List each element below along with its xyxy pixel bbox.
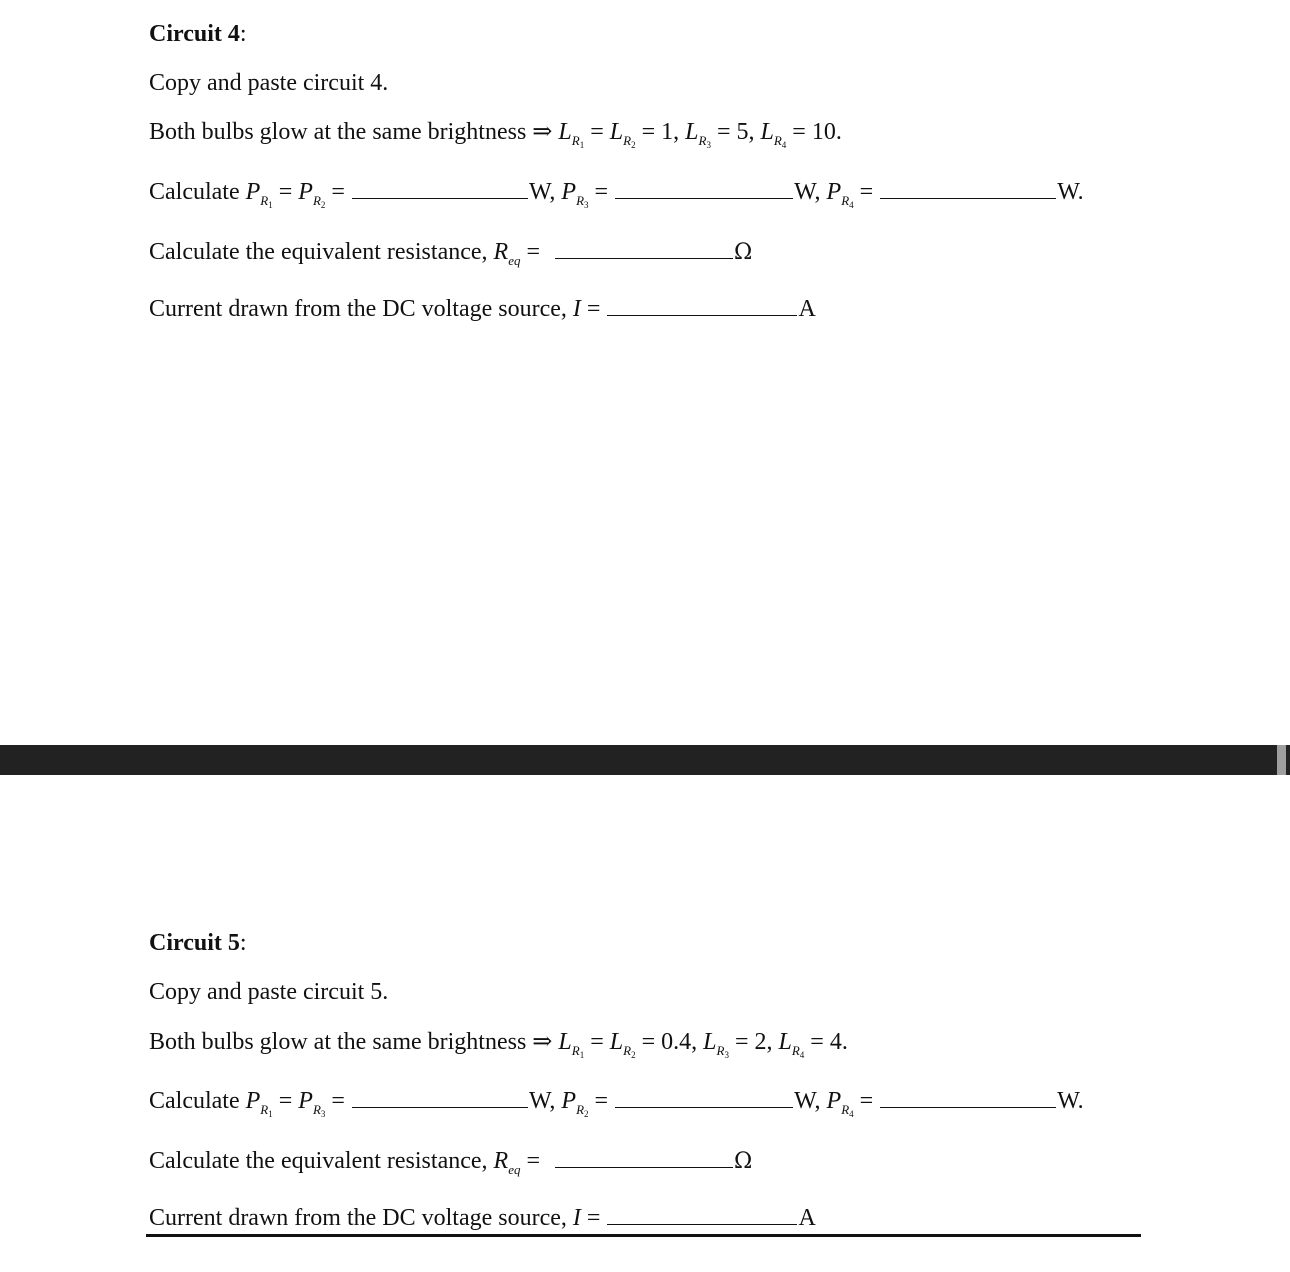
page-break-divider [0,745,1290,775]
unit-watt: W, [528,179,562,205]
subscript: 2 [320,200,326,210]
equals-sign: = [580,296,607,322]
circuit-5-instruction: Copy and paste circuit 5. [149,979,389,1005]
symbol-l: L [685,119,699,145]
subscript-eq: eq [508,253,521,268]
unit-watt: W, [528,1088,562,1114]
symbol-p: P [245,1088,261,1114]
current-answer-blank[interactable] [607,295,797,316]
symbol-p: P [298,179,313,205]
symbol-l: L [558,119,572,145]
circuit-5-power-calculation [149,1086,1084,1119]
current-label: Current drawn from the DC voltage source, [149,296,573,322]
circuit-4-brightness-equation [149,117,842,150]
power-answer-blank-2[interactable] [615,178,793,199]
equals-sign: = [325,179,351,205]
circuit-5-current [149,1203,816,1233]
equals-sign: = [584,119,610,145]
calculate-label: Calculate [149,179,246,205]
current-answer-blank[interactable] [607,1204,797,1225]
unit-ampere: A [798,296,816,322]
current-label: Current drawn from the DC voltage source, [149,1205,573,1231]
symbol-p: P [826,179,842,205]
symbol-r: R [493,239,509,265]
subscript-1: 1 [579,140,585,150]
equals-sign: = [584,1029,610,1055]
unit-watt: W, [794,179,827,205]
subscript-3: 3 [706,140,711,150]
equals-sign: = [588,1088,615,1114]
subscript: 3 [584,200,589,210]
subscript: 2 [584,1109,589,1119]
req-label: Calculate the equivalent resistance, [149,1148,494,1174]
subscript: 3 [320,1109,326,1119]
symbol-p: P [826,1088,842,1114]
circuit-4-heading [149,19,247,49]
symbol-l: L [558,1029,572,1055]
circuit-5-heading [149,928,247,958]
symbol-l: L [778,1029,792,1055]
power-answer-blank-3[interactable] [880,1087,1056,1108]
symbol-r: R [698,133,707,148]
circuit-4-instruction: Copy and paste circuit 4. [149,70,389,96]
symbol-l: L [609,1029,624,1055]
symbol-i: I [572,296,581,322]
subscript-3: 3 [724,1050,729,1060]
symbol-p: P [561,179,577,205]
equals-sign: = [272,179,299,205]
symbol-r: R [571,1043,580,1058]
unit-ohm: Ω [734,1149,753,1174]
symbol-r: R [623,133,632,148]
circuit-4-power-calculation [149,177,1084,210]
subscript-2: 2 [631,1050,636,1060]
power-answer-blank-1[interactable] [352,1087,528,1108]
circuit-4-equivalent-resistance [149,237,752,268]
subscript-4: 4 [799,1050,805,1060]
subscript: 1 [268,1109,273,1119]
circuit-5-equivalent-resistance [149,1146,752,1177]
symbol-r: R [260,193,269,208]
circuit-4-current [149,294,816,324]
symbol-r: R [312,1102,321,1117]
scrollbar-thumb[interactable] [1277,745,1286,775]
symbol-r: R [571,133,580,148]
unit-watt: W. [1057,179,1084,205]
symbol-r: R [260,1102,269,1117]
resistance-answer-blank[interactable] [555,238,733,259]
symbol-l: L [760,119,774,145]
symbol-r: R [716,1043,725,1058]
circuit-5-heading-text: Circuit 5 [149,930,240,956]
unit-ampere: A [798,1205,816,1231]
equals-sign: = [325,1088,351,1114]
equals-value: = 4. [804,1029,848,1055]
subscript-2: 2 [631,140,636,150]
equals-sign: = [588,179,615,205]
unit-watt: W. [1057,1088,1084,1114]
subscript: 4 [849,1109,854,1119]
power-answer-blank-3[interactable] [880,178,1056,199]
req-label: Calculate the equivalent resistance, [149,239,494,265]
circuit-4-heading-text: Circuit 4 [149,21,240,47]
equals-value: = 2, [728,1029,779,1055]
equals-value: = 1, [635,119,686,145]
equals-sign: = [272,1088,299,1114]
symbol-r: R [773,133,782,148]
equals-sign: = [853,1088,880,1114]
symbol-r: R [623,1043,632,1058]
equals-sign: = [580,1205,607,1231]
resistance-answer-blank[interactable] [555,1147,733,1168]
symbol-l: L [609,119,624,145]
unit-watt: W, [794,1088,827,1114]
brightness-prefix: Both bulbs glow at the same brightness ⇒ [149,1029,559,1055]
equals-value: = 10. [786,119,842,145]
symbol-r: R [576,193,585,208]
circuit-4-heading-colon: : [239,21,247,47]
circuit-5-brightness-equation [149,1027,848,1060]
symbol-l: L [703,1029,717,1055]
symbol-i: I [572,1205,581,1231]
subscript-4: 4 [781,140,787,150]
equals-sign: = [520,1148,547,1174]
subscript-eq: eq [508,1162,521,1177]
equals-value: = 0.4, [635,1029,704,1055]
symbol-r: R [312,193,321,208]
symbol-r: R [493,1148,509,1174]
subscript: 4 [849,200,854,210]
unit-ohm: Ω [734,240,753,265]
equals-sign: = [520,239,547,265]
power-answer-blank-1[interactable] [352,178,528,199]
circuit-5-heading-colon: : [239,930,247,956]
symbol-r: R [841,1102,850,1117]
symbol-r: R [791,1043,800,1058]
equals-value: = 5, [710,119,761,145]
calculate-label: Calculate [149,1088,246,1114]
symbol-r: R [576,1102,585,1117]
symbol-p: P [298,1088,313,1114]
subscript-1: 1 [579,1050,585,1060]
brightness-prefix: Both bulbs glow at the same brightness ⇒ [149,119,559,145]
bottom-horizontal-rule [146,1234,1141,1237]
symbol-p: P [245,179,261,205]
symbol-p: P [561,1088,577,1114]
symbol-r: R [841,193,850,208]
equals-sign: = [853,179,880,205]
subscript: 1 [268,200,273,210]
power-answer-blank-2[interactable] [615,1087,793,1108]
